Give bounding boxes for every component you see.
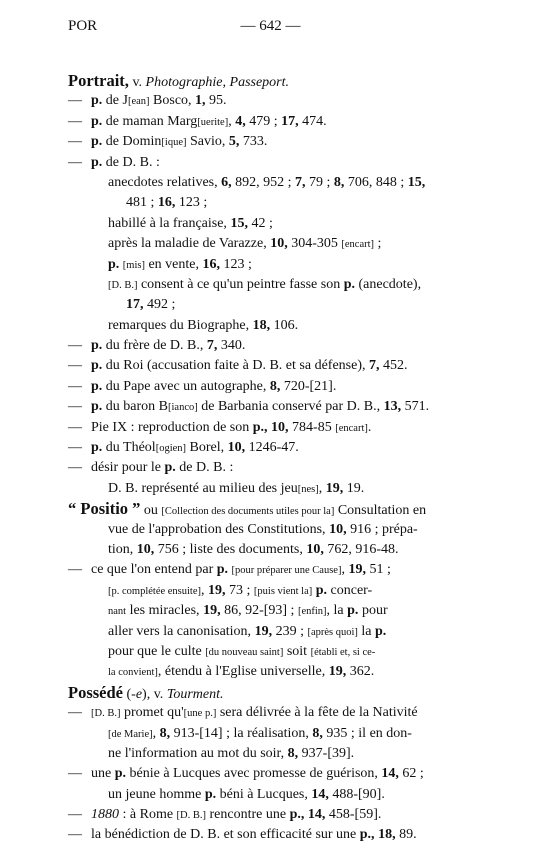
index-continuation: [p. complétée ensuite], 19, 73 ; [puis vient la] p. concer- <box>108 582 373 598</box>
index-continuation: nant les miracles, 19, 86, 92-[93] ; [enfin], la p. pour <box>108 603 388 619</box>
index-line: — p. du baron B[ianco] de Barbania conservé par D. B., 13, 571. <box>68 399 430 415</box>
index-line: — p. du Pape avec un autographe, 8, 720-[21]. <box>68 378 337 394</box>
index-body <box>68 71 474 846</box>
index-continuation: aller vers la canonisation, 19, 239 ; [après quoi] la p. <box>108 623 387 639</box>
entry-heading: Portrait, v. Photographie, Passeport. <box>68 71 290 90</box>
index-subline: D. B. représenté au milieu des jeu[nes], 19, 19. <box>108 480 365 496</box>
index-continuation: ne l'information au mot du soir, 8, 937-[39]. <box>108 745 355 761</box>
index-continuation: 481 ; 16, 123 ; <box>126 195 208 211</box>
index-continuation: un jeune homme p. béni à Lucques, 14, 488-[90]. <box>108 786 385 802</box>
index-subline: anecdotes relatives, 6, 892, 952 ; 7, 79 ; 8, 706, 848 ; 15, <box>108 174 426 190</box>
page-number: — 642 — <box>240 18 301 34</box>
index-continuation: la convient], étendu à l'Eglise universelle, 19, 362. <box>108 664 375 680</box>
index-subline: remarques du Biographe, 18, 106. <box>108 317 299 333</box>
entry-heading: “ Positio ” ou [Collection des documents utiles pour la] Consultation en <box>68 499 427 519</box>
index-continuation: vue de l'approbation des Constitutions, 10, 916 ; prépa- <box>108 521 418 537</box>
index-line: — p. du Théol[ogien] Borel, 10, 1246-47. <box>68 440 299 456</box>
index-continuation: [de Marie], 8, 913-[14] ; la réalisation, 8, 935 ; il en don- <box>108 725 412 741</box>
index-line: — p. de D. B. : <box>68 154 160 170</box>
index-continuation: 17, 492 ; <box>126 297 176 313</box>
index-line: — p. du Roi (accusation faite à D. B. et sa défense), 7, 452. <box>68 358 408 374</box>
index-subline: habillé à la française, 15, 42 ; <box>108 215 273 231</box>
index-line: — ce que l'on entend par p. [pour préparer une Cause], 19, 51 ; <box>68 562 391 578</box>
index-line: — 1880 : à Rome [D. B.] rencontre une p., 14, 458-[59]. <box>68 807 382 823</box>
index-continuation: pour que le culte [du nouveau saint] soit [établi et, si ce- <box>108 643 376 659</box>
index-line: — [D. B.] promet qu'[une p.] sera délivrée à la fête de la Nativité <box>68 705 418 721</box>
index-subline: p. [mis] en vente, 16, 123 ; <box>108 256 252 272</box>
index-line: — une p. bénie à Lucques avec promesse de guérison, 14, 62 ; <box>68 766 424 782</box>
index-continuation: tion, 10, 756 ; liste des documents, 10, 762, 916-48. <box>108 541 399 557</box>
entry-heading: Possédé (-e), v. Tourment. <box>68 682 224 702</box>
index-line: — p. de J[ean] Bosco, 1, 95. <box>68 93 227 109</box>
page-header <box>68 18 473 38</box>
index-line: — p. de Domin[ique] Savio, 5, 733. <box>68 134 268 150</box>
index-line: — Pie IX : reproduction de son p., 10, 784-85 [encart]. <box>68 419 372 435</box>
index-line: — p. du frère de D. B., 7, 340. <box>68 338 246 354</box>
index-line: — p. de maman Marg[uerite], 4, 479 ; 17, 474. <box>68 113 327 129</box>
index-line: — désir pour le p. de D. B. : <box>68 460 234 476</box>
index-subline: après la maladie de Varazze, 10, 304-305 [encart] ; <box>108 236 382 252</box>
index-line: — la bénédiction de D. B. et son efficacité sur une p., 18, 89. <box>68 827 417 843</box>
index-subline: [D. B.] consent à ce qu'un peintre fasse son p. (anecdote), <box>108 276 422 292</box>
running-head: POR <box>68 18 98 34</box>
